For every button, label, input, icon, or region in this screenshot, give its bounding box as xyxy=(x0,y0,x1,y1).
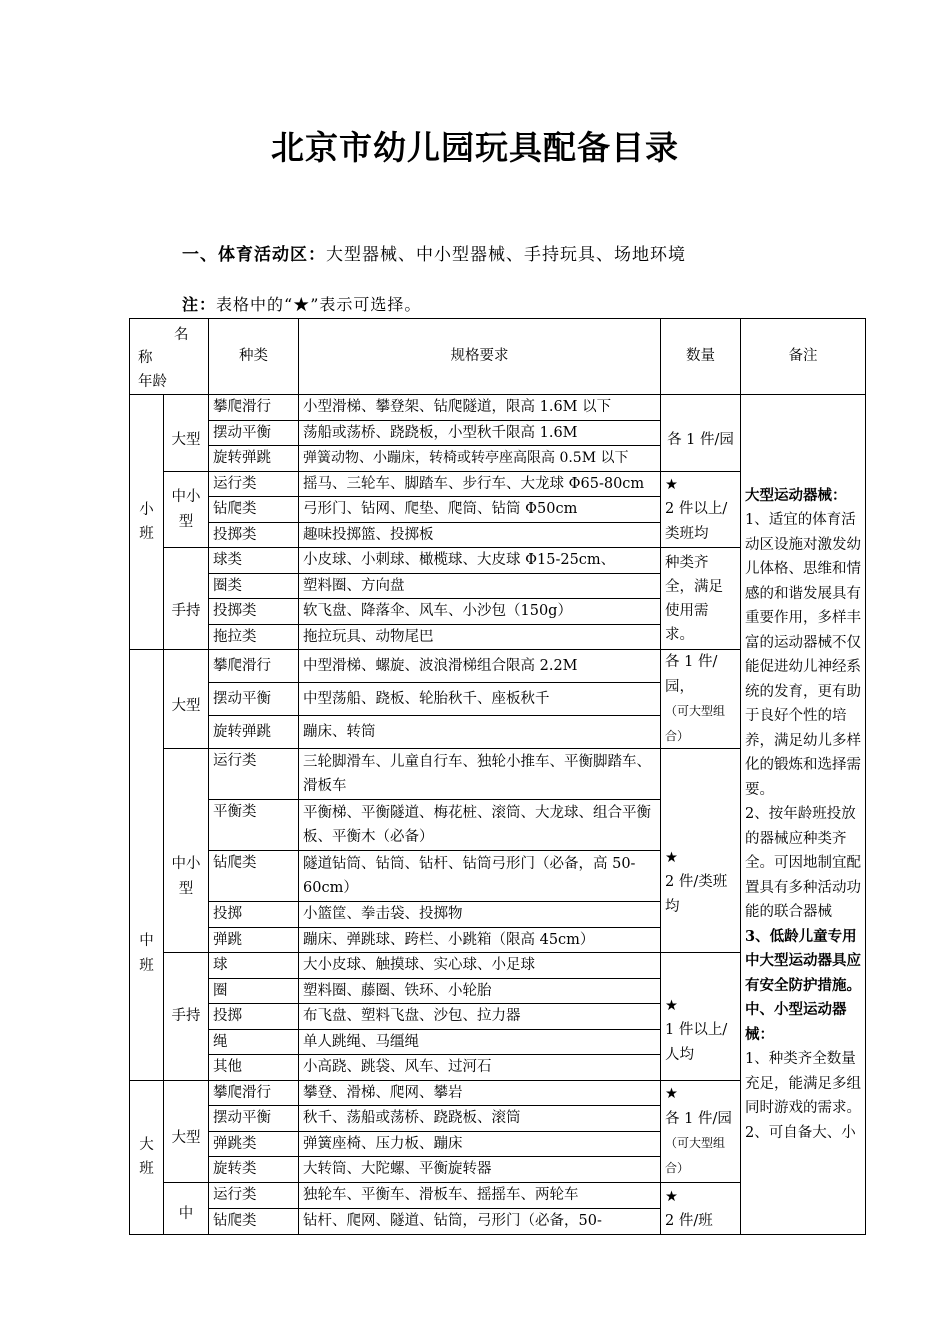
note-text: 表格中的“★”表示可选择。 xyxy=(216,295,422,314)
group-big: 大型 xyxy=(164,395,209,472)
spec-cell: 钻杆、爬网、隧道、钻筒，弓形门（必备，50- xyxy=(299,1208,661,1234)
kind-cell: 摆动平衡 xyxy=(209,683,299,716)
header-name-2: 称 xyxy=(138,350,153,366)
age-small: 小班 xyxy=(130,395,164,650)
remark-paragraph: 1、种类齐全数量充足，能满足多组同时游戏的需求。 xyxy=(745,1051,861,1116)
kind-cell: 摆动平衡 xyxy=(209,1106,299,1132)
spec-cell: 弹簧座椅、压力板、蹦床 xyxy=(299,1131,661,1157)
header-kind: 种类 xyxy=(209,319,299,395)
section-label: 一、体育活动区： xyxy=(182,245,326,265)
qty-cell: 种类齐全，满足使用需求。 xyxy=(661,548,741,650)
spec-cell: 弓形门、钻网、爬垫、爬筒、钻筒 Φ50cm xyxy=(299,497,661,523)
spec-cell: 塑料圈、方向盘 xyxy=(299,573,661,599)
note-label: 注： xyxy=(182,295,217,314)
kind-cell: 球 xyxy=(209,953,299,979)
qty-cell xyxy=(661,953,741,1081)
kind-cell: 圈类 xyxy=(209,573,299,599)
kind-cell: 运行类 xyxy=(209,749,299,800)
kind-cell: 弹跳 xyxy=(209,927,299,953)
spec-cell: 小篮筐、拳击袋、投掷物 xyxy=(299,902,661,928)
kind-cell: 绳 xyxy=(209,1029,299,1055)
kind-cell: 投掷 xyxy=(209,1004,299,1030)
qty-text: 2 件/班 xyxy=(665,1213,713,1229)
spec-cell: 小高跷、跳袋、风车、过河石 xyxy=(299,1055,661,1081)
qty-cell xyxy=(661,650,741,749)
qty-text: 各 1 件/园 xyxy=(665,1110,732,1127)
kind-cell: 运行类 xyxy=(209,471,299,497)
spec-cell: 隧道钻筒、钻筒、钻杆、钻筒弓形门（必备，高 50-60cm） xyxy=(299,851,661,902)
spec-cell: 软飞盘、降落伞、风车、小沙包（150g） xyxy=(299,599,661,625)
spec-cell: 攀登、滑梯、爬网、攀岩 xyxy=(299,1080,661,1106)
remark-paragraph: 1、适宜的体育活动区设施对激发幼儿体格、思维和情感的和谐发展具有重要作用，多样丰富的运动器械不仅能促进幼儿神经系统的发育，更有助于良好个性的培养，满足幼儿多样化的锻炼和选择需要。 xyxy=(745,512,861,798)
qty-note: （可大型组合） xyxy=(665,704,726,743)
kind-cell: 旋转类 xyxy=(209,1157,299,1183)
group-midsmall: 中小型 xyxy=(164,471,209,548)
remark-paragraph: 2、可自备大、小 xyxy=(745,1124,856,1141)
spec-cell: 单人跳绳、马缰绳 xyxy=(299,1029,661,1055)
spec-cell: 独轮车、平衡车、滑板车、摇摇车、两轮车 xyxy=(299,1182,661,1208)
kind-cell: 旋转弹跳 xyxy=(209,716,299,749)
remark-heading-midsmall: 中、小型运动器械： xyxy=(745,1001,847,1043)
qty-text: 各 1 件/园， xyxy=(665,654,718,695)
group-midsmall: 中小型 xyxy=(164,749,209,953)
kind-cell: 攀爬滑行 xyxy=(209,395,299,421)
spec-cell: 弹簧动物、小蹦床，转椅或转亭座高限高 0.5M 以下 xyxy=(299,446,661,472)
kind-cell: 钻爬类 xyxy=(209,851,299,902)
toy-catalog-table xyxy=(129,318,866,1235)
group-mid-cut: 中 xyxy=(164,1182,209,1234)
spec-cell: 秋千、荡船或荡桥、跷跷板、滚筒 xyxy=(299,1106,661,1132)
qty-cell xyxy=(661,1182,741,1234)
kind-cell: 攀爬滑行 xyxy=(209,1080,299,1106)
qty-note: （可大型组合） xyxy=(665,1136,726,1175)
kind-cell: 圈 xyxy=(209,978,299,1004)
kind-cell: 弹跳类 xyxy=(209,1131,299,1157)
spec-cell: 平衡梯、平衡隧道、梅花桩、滚筒、大龙球、组合平衡板、平衡木（必备） xyxy=(299,800,661,851)
qty-cell xyxy=(661,471,741,548)
remark-paragraph: 2、按年龄班投放的器械应种类齐全。可因地制宜配置具有多种活动功能的联合器械 xyxy=(745,806,861,920)
kind-cell: 拖拉类 xyxy=(209,624,299,650)
spec-cell: 荡船或荡桥、跷跷板，小型秋千限高 1.6M xyxy=(299,420,661,446)
qty-text: 2 件/类班均 xyxy=(665,874,728,915)
spec-cell: 趣味投掷篮、投掷板 xyxy=(299,522,661,548)
star-mark: ★ xyxy=(665,849,678,866)
table-row xyxy=(130,395,866,421)
header-name-age-cell xyxy=(130,319,209,395)
star-mark: ★ xyxy=(665,1086,678,1102)
remark-cell xyxy=(741,395,866,1235)
document-title: 北京市幼儿园玩具配备目录 xyxy=(271,128,679,167)
header-age: 年龄 xyxy=(138,374,167,390)
spec-cell: 三轮脚滑车、儿童自行车、独轮小推车、平衡脚踏车、滑板车 xyxy=(299,749,661,800)
spec-cell: 蹦床、转筒 xyxy=(299,716,661,749)
group-big: 大型 xyxy=(164,650,209,749)
star-mark: ★ xyxy=(665,476,678,493)
spec-cell: 中型荡船、跷板、轮胎秋千、座板秋千 xyxy=(299,683,661,716)
kind-cell: 运行类 xyxy=(209,1182,299,1208)
age-large: 大班 xyxy=(130,1080,164,1234)
spec-cell: 塑料圈、藤圈、铁环、小轮胎 xyxy=(299,978,661,1004)
header-name: 名 xyxy=(174,327,189,343)
spec-cell: 大转筒、大陀螺、平衡旋转器 xyxy=(299,1157,661,1183)
qty-cell xyxy=(661,1080,741,1182)
qty-text: 2 件以上/类班均 xyxy=(665,501,728,542)
section-items: 大型器械、中小型器械、手持玩具、场地环境 xyxy=(326,245,686,265)
kind-cell: 平衡类 xyxy=(209,800,299,851)
spec-cell: 大小皮球、触摸球、实心球、小足球 xyxy=(299,953,661,979)
kind-cell: 投掷 xyxy=(209,902,299,928)
qty-cell: 各 1 件/园 xyxy=(661,395,741,472)
remark-paragraph: 3、低龄儿童专用中大型运动器具应有安全防护措施。 xyxy=(745,927,861,994)
star-mark: ★ xyxy=(665,1188,678,1205)
kind-cell: 旋转弹跳 xyxy=(209,446,299,472)
kind-cell: 投掷类 xyxy=(209,522,299,548)
kind-cell: 投掷类 xyxy=(209,599,299,625)
kind-cell: 钻爬类 xyxy=(209,1208,299,1234)
kind-cell: 摆动平衡 xyxy=(209,420,299,446)
kind-cell: 攀爬滑行 xyxy=(209,650,299,683)
star-mark: ★ xyxy=(665,997,678,1014)
header-qty: 数量 xyxy=(661,319,741,395)
spec-cell: 蹦床、弹跳球、跨栏、小跳箱（限高 45cm） xyxy=(299,927,661,953)
kind-cell: 其他 xyxy=(209,1055,299,1081)
spec-cell: 小皮球、小刺球、橄榄球、大皮球 Φ15-25cm、 xyxy=(299,548,661,574)
spec-cell: 摇马、三轮车、脚踏车、步行车、大龙球 Φ65-80cm xyxy=(299,471,661,497)
group-hand: 手持 xyxy=(164,953,209,1081)
note-line xyxy=(182,292,421,315)
group-hand: 手持 xyxy=(164,548,209,650)
kind-cell: 球类 xyxy=(209,548,299,574)
kind-cell: 钻爬类 xyxy=(209,497,299,523)
qty-text: 1 件以上/人均 xyxy=(665,1022,728,1063)
group-big: 大型 xyxy=(164,1080,209,1182)
spec-cell: 中型滑梯、螺旋、波浪滑梯组合限高 2.2M xyxy=(299,650,661,683)
section-heading xyxy=(182,240,686,265)
header-remark: 备注 xyxy=(741,319,866,395)
spec-cell: 小型滑梯、攀登架、钻爬隧道，限高 1.6M 以下 xyxy=(299,395,661,421)
qty-cell xyxy=(661,749,741,953)
header-spec: 规格要求 xyxy=(299,319,661,395)
age-middle: 中班 xyxy=(130,650,164,1081)
spec-cell: 布飞盘、塑料飞盘、沙包、拉力器 xyxy=(299,1004,661,1030)
spec-cell: 拖拉玩具、动物尾巴 xyxy=(299,624,661,650)
remark-heading-large: 大型运动器械： xyxy=(745,486,847,504)
table-header-row xyxy=(130,319,866,395)
